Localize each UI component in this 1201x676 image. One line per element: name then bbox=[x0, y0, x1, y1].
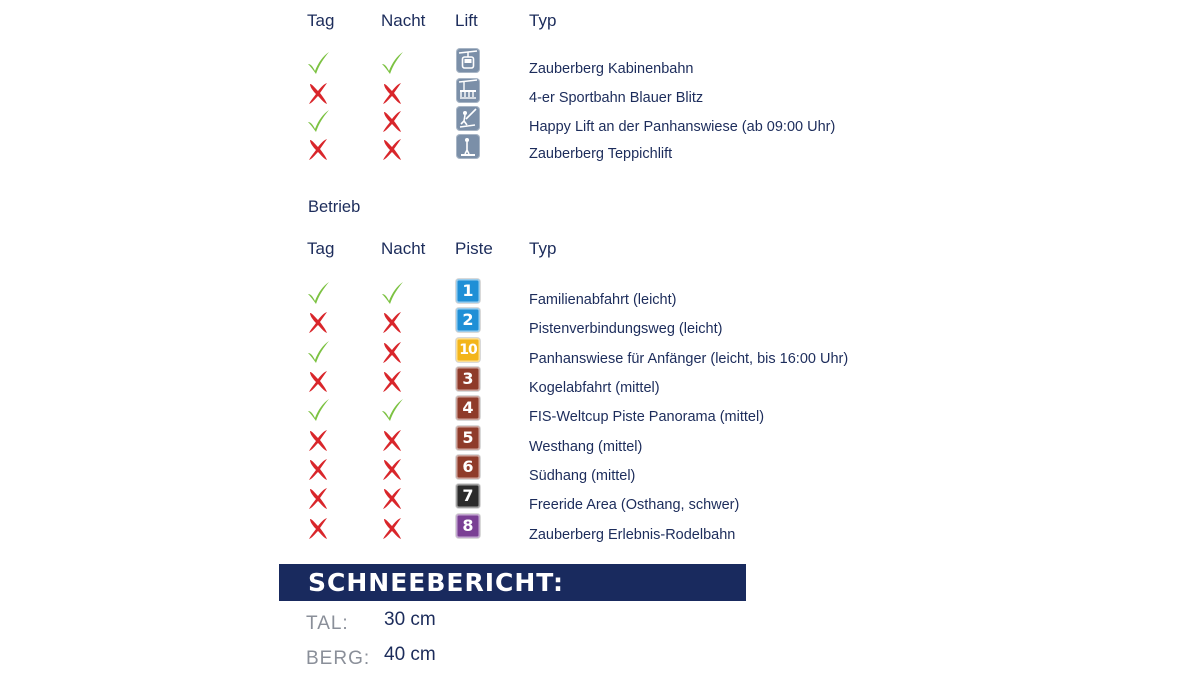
lift-header-typ: Typ bbox=[529, 11, 557, 30]
snow-tal-value: 30 cm bbox=[384, 609, 436, 630]
cross-icon bbox=[305, 80, 331, 106]
cross-icon bbox=[379, 309, 405, 335]
cross-icon bbox=[379, 108, 405, 134]
piste-name: Freeride Area (Osthang, schwer) bbox=[529, 497, 740, 513]
piste-number-badge: 2 bbox=[456, 308, 480, 332]
piste-header-tag: Tag bbox=[307, 239, 335, 258]
piste-header-nacht: Nacht bbox=[381, 239, 426, 258]
lift-name: Zauberberg Teppichlift bbox=[529, 146, 673, 162]
snow-report-title: SCHNEEBERICHT: bbox=[308, 568, 564, 597]
piste-name: Südhang (mittel) bbox=[529, 468, 636, 484]
check-icon bbox=[305, 339, 331, 365]
cross-icon bbox=[379, 427, 405, 453]
chairlift-icon bbox=[456, 78, 480, 103]
piste-name: Kogelabfahrt (mittel) bbox=[529, 380, 660, 396]
piste-number-badge: 10 bbox=[456, 338, 480, 362]
cross-icon bbox=[305, 309, 331, 335]
lift-name: 4-er Sportbahn Blauer Blitz bbox=[529, 90, 704, 106]
lift-header-nacht: Nacht bbox=[381, 11, 426, 30]
lift-name: Happy Lift an der Panhanswiese (ab 09:00 Uhr) bbox=[529, 119, 836, 135]
cross-icon bbox=[305, 485, 331, 511]
check-icon bbox=[305, 397, 331, 423]
cross-icon bbox=[379, 339, 405, 365]
piste-header-piste: Piste bbox=[455, 239, 493, 258]
piste-name: Pistenverbindungsweg (leicht) bbox=[529, 321, 723, 337]
carpet-lift-icon bbox=[456, 134, 480, 159]
piste-number-badge: 5 bbox=[456, 426, 480, 450]
check-icon bbox=[305, 50, 331, 76]
piste-name: Familienabfahrt (leicht) bbox=[529, 292, 677, 308]
cross-icon bbox=[305, 368, 331, 394]
check-icon bbox=[379, 397, 405, 423]
piste-number-badge: 7 bbox=[456, 484, 480, 508]
cross-icon bbox=[305, 456, 331, 482]
snow-berg-value: 40 cm bbox=[384, 644, 436, 665]
snow-berg-label: BERG: bbox=[306, 648, 371, 669]
cross-icon bbox=[379, 136, 405, 162]
piste-number-badge: 3 bbox=[456, 367, 480, 391]
piste-number-badge: 4 bbox=[456, 396, 480, 420]
cross-icon bbox=[379, 485, 405, 511]
piste-header-typ: Typ bbox=[529, 239, 557, 258]
tbar-lift-icon bbox=[456, 106, 480, 131]
piste-number-badge: 6 bbox=[456, 455, 480, 479]
piste-number-badge: 8 bbox=[456, 514, 480, 538]
cross-icon bbox=[379, 515, 405, 541]
cross-icon bbox=[305, 515, 331, 541]
section-title-betrieb: Betrieb bbox=[308, 198, 361, 216]
check-icon bbox=[379, 280, 405, 306]
check-icon bbox=[305, 280, 331, 306]
gondola-icon bbox=[456, 48, 480, 73]
lift-header-lift: Lift bbox=[455, 11, 478, 30]
check-icon bbox=[379, 50, 405, 76]
piste-name: Panhanswiese für Anfänger (leicht, bis 16:00 Uhr) bbox=[529, 351, 849, 367]
piste-name: Zauberberg Erlebnis-Rodelbahn bbox=[529, 527, 736, 543]
cross-icon bbox=[379, 456, 405, 482]
check-icon bbox=[305, 108, 331, 134]
piste-number-badge: 1 bbox=[456, 279, 480, 303]
snow-report-banner bbox=[279, 564, 746, 601]
cross-icon bbox=[379, 368, 405, 394]
lift-name: Zauberberg Kabinenbahn bbox=[529, 61, 694, 77]
cross-icon bbox=[305, 427, 331, 453]
cross-icon bbox=[379, 80, 405, 106]
lift-header-tag: Tag bbox=[307, 11, 335, 30]
piste-name: FIS-Weltcup Piste Panorama (mittel) bbox=[529, 409, 765, 425]
snow-tal-label: TAL: bbox=[306, 613, 349, 634]
cross-icon bbox=[305, 136, 331, 162]
piste-name: Westhang (mittel) bbox=[529, 439, 643, 455]
